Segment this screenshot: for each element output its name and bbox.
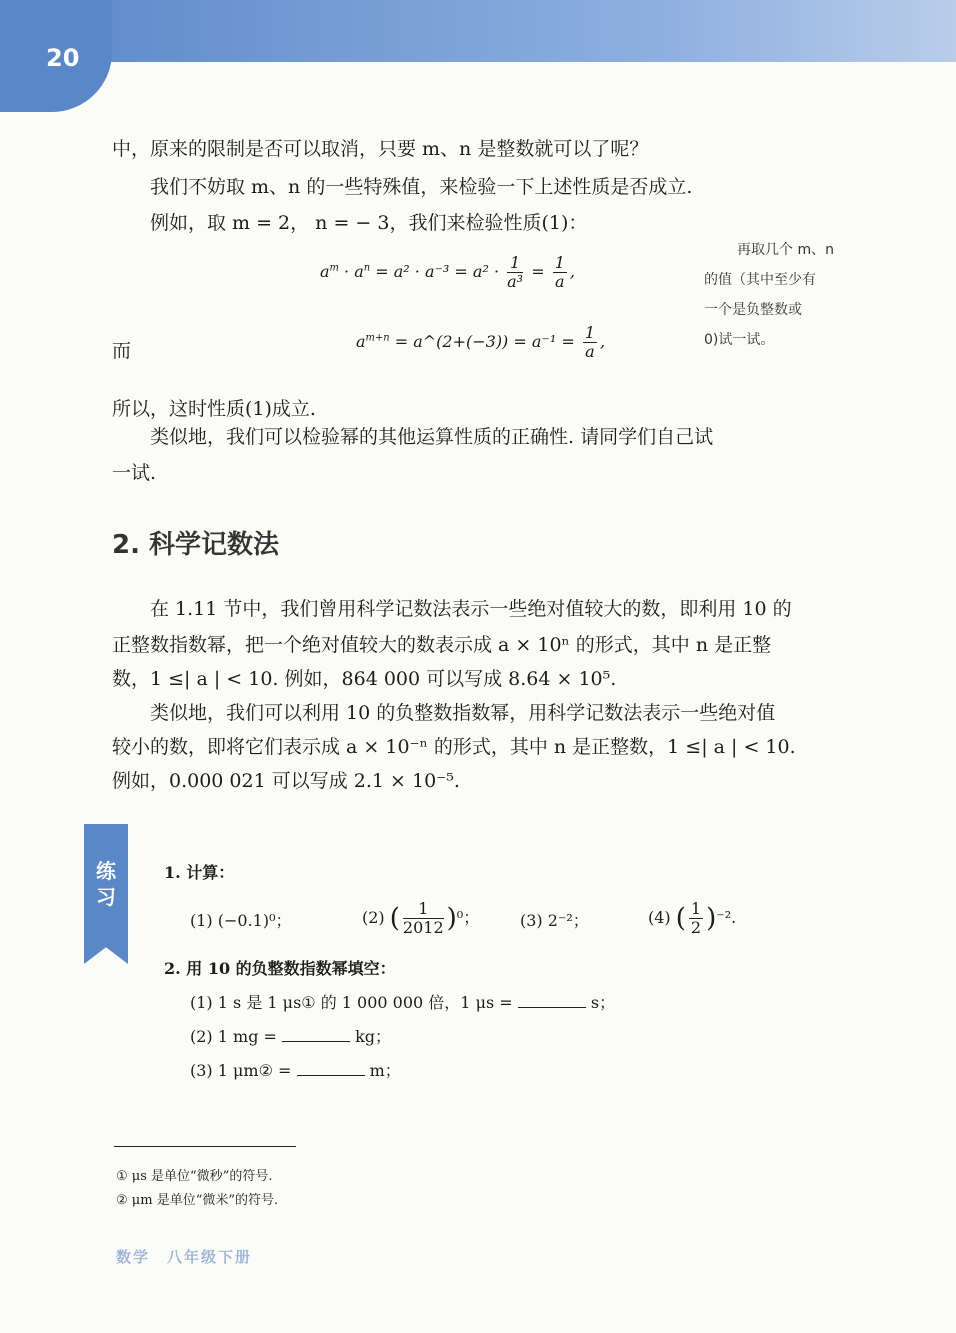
eq2-fraction <box>583 324 597 361</box>
practice-label-line-1: 练 <box>96 859 116 883</box>
section-title: 2. 科学记数法 <box>112 530 280 560</box>
eq1-middle: = a² · a⁻³ = a² · <box>375 262 500 281</box>
section-para-1-line-2: 正整数指数幂，把一个绝对值较大的数表示成 a × 10ⁿ 的形式，其中 n 是正整 <box>112 634 772 656</box>
section-para-2-line-1: 类似地，我们可以利用 10 的负整数指数幂，用科学记数法表示一些绝对值 <box>150 702 776 724</box>
equation-2: $a^{m+n}$ = a^(2+(−3)) = a⁻¹ = $\frac{1}{a}$ , <box>356 323 606 361</box>
paragraph-4: 所以，这时性质(1)成立. <box>112 398 316 420</box>
page-number: 20 <box>46 44 80 72</box>
question-1-title: 1. 计算： <box>164 863 235 882</box>
eq1-base: a <box>320 262 330 281</box>
question-2-item-2-unit: kg； <box>355 1027 392 1046</box>
equation-1: $a^m \cdot a^n = a^2 \cdot a^{-3} = a^2$ · $\frac{1}{\text{a³}}$ = $\frac{1}{a}$ , <box>320 253 575 291</box>
eq1-equals: = <box>531 262 545 281</box>
question-1-b-prefix: (2) <box>362 908 385 927</box>
section-para-1-line-3: 数，1 ≤| a | < 10. 例如，864 000 可以写成 8.64 × 10⁵. <box>112 668 617 690</box>
question-1-b: (2) ( $\frac{1}{2012}$ )⁰； <box>362 899 480 937</box>
question-1-d-numerator: 1 <box>690 899 702 918</box>
question-1-d-prefix: (4) <box>648 908 671 927</box>
practice-label <box>84 858 128 910</box>
question-2-item-1-text: (1) 1 s 是 1 μs① 的 1 000 000 倍，1 μs = <box>190 993 513 1012</box>
question-2-item-3-unit: m； <box>369 1061 401 1080</box>
practice-label-line-2: 习 <box>96 885 116 909</box>
question-1-b-numerator: 1 <box>403 900 444 919</box>
paragraph-5-line-2: 一试. <box>112 462 157 484</box>
question-2-item-1-unit: s； <box>590 993 616 1012</box>
eq1-fraction-2 <box>553 254 567 291</box>
paragraph-2: 我们不妨取 m、n 的一些特殊值，来检验一下上述性质是否成立. <box>150 176 693 198</box>
eq1-fraction2-denominator: a <box>555 272 565 291</box>
question-2-item-3 <box>190 1060 401 1082</box>
footnote-2: ② μm 是单位“微米”的符号. <box>116 1193 279 1208</box>
eq2-fraction-denominator: a <box>585 342 595 361</box>
question-2-title: 2. 用 10 的负整数指数幂填空： <box>164 959 396 978</box>
equation-2-label: 而 <box>112 340 132 362</box>
side-note-line: 0)试一试。 <box>704 332 775 348</box>
side-note <box>704 240 834 260</box>
answer-blank[interactable] <box>518 993 586 1008</box>
question-1-b-suffix: ⁰； <box>456 908 480 927</box>
section-para-1-line-1: 在 1.11 节中，我们曾用科学记数法表示一些绝对值较大的数，即利用 10 的 <box>150 598 792 620</box>
question-2-item-2 <box>190 1026 391 1048</box>
side-note-line: 一个是负整数或 <box>704 302 802 318</box>
header-band <box>0 0 956 62</box>
paragraph-3: 例如，取 m = 2， n = − 3，我们来检验性质(1)： <box>150 212 588 234</box>
answer-blank[interactable] <box>297 1061 365 1076</box>
section-para-2-line-3: 例如，0.000 021 可以写成 2.1 × 10⁻⁵. <box>112 770 460 792</box>
side-note-line: 的值（其中至少有 <box>704 272 816 288</box>
question-1-d-suffix: ⁻². <box>716 908 737 927</box>
eq2-fraction-numerator: 1 <box>584 323 596 342</box>
paragraph-1: 中，原来的限制是否可以取消，只要 m、n 是整数就可以了呢？ <box>112 138 649 160</box>
question-1-d-fraction <box>689 900 703 937</box>
question-2-item-3-text: (3) 1 μm② = <box>190 1061 292 1080</box>
footnote-divider <box>114 1146 296 1147</box>
question-1-b-denominator: 2012 <box>402 918 444 937</box>
question-2-item-2-text: (2) 1 mg = <box>190 1027 277 1046</box>
footnote-1: ① μs 是单位“微秒”的符号. <box>116 1169 273 1184</box>
eq1-fraction <box>507 254 523 291</box>
eq2-expression: = a^(2+(−3)) = a⁻¹ = <box>394 332 575 351</box>
question-1-d: (4) ( $\frac{1}{2}$ )⁻². <box>648 899 737 937</box>
paragraph-5-line-1: 类似地，我们可以检验幂的其他运算性质的正确性. 请同学们自己试 <box>150 426 714 448</box>
question-1-a: (1) (−0.1)⁰； <box>190 911 292 930</box>
question-2-item-1 <box>190 992 615 1014</box>
side-note-line: 再取几个 m、n <box>737 242 834 258</box>
answer-blank[interactable] <box>282 1027 350 1042</box>
eq1-fraction2-numerator: 1 <box>554 253 565 272</box>
eq1-fraction-denominator: a³ <box>507 272 524 291</box>
footer-book-title: 数学 八年级下册 <box>116 1248 253 1266</box>
question-1-d-denominator: 2 <box>690 918 702 937</box>
question-1-b-fraction <box>403 900 444 937</box>
section-para-2-line-2: 较小的数，即将它们表示成 a × 10⁻ⁿ 的形式，其中 n 是正整数，1 ≤| a | < 10. <box>112 736 796 758</box>
question-1-c: (3) 2⁻²； <box>520 911 589 930</box>
eq1-fraction-numerator: 1 <box>507 254 523 273</box>
